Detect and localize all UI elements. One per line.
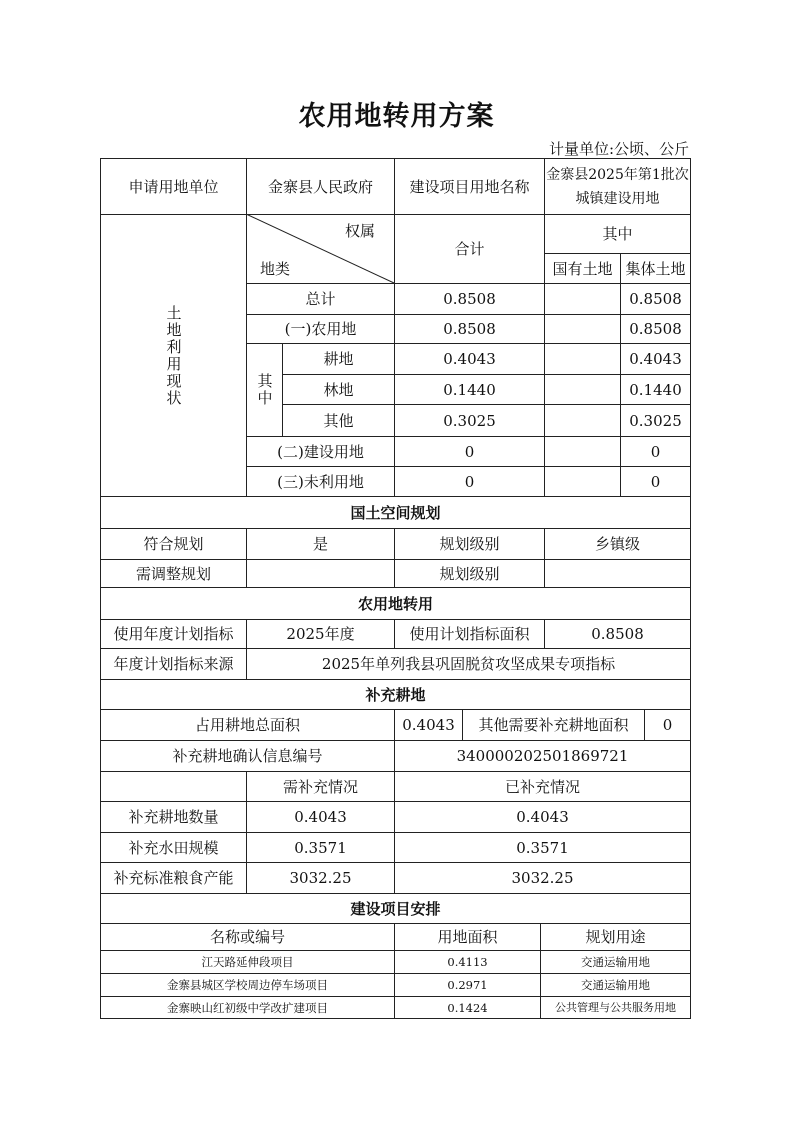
planning-level-value-2	[545, 560, 690, 587]
of-which-header: 其中	[602, 225, 633, 243]
need-supplement-header: 需补充情况	[282, 777, 358, 796]
land-row-total: 0.8508	[443, 290, 496, 308]
project-row-use: 交通运输用地	[581, 955, 650, 969]
occupied-area-label: 占用耕地总面积	[194, 716, 300, 734]
land-use-side-label: 土地利用现状	[164, 304, 183, 407]
supplement-row-need: 0.4043	[294, 808, 347, 826]
land-row-state	[545, 375, 620, 404]
land-row-name: (三)未利用地	[277, 472, 364, 491]
ownership-label: 权属	[344, 222, 375, 240]
planning-level-label-2: 规划级别	[439, 564, 500, 583]
project-row-use: 公共管理与公共服务用地	[555, 1000, 676, 1014]
planning-level-label: 规划级别	[439, 535, 500, 553]
applicant-value: 金寨县人民政府	[267, 177, 373, 196]
supplement-row-label: 补充标准粮食产能	[113, 869, 234, 887]
land-row-collective: 0	[650, 472, 661, 491]
total-column-header: 合计	[454, 240, 485, 258]
state-owned-header: 国有土地	[552, 259, 613, 278]
land-row-total: 0.8508	[443, 320, 496, 338]
project-row-name: 金寨县城区学校周边停车场项目	[167, 978, 328, 992]
planning-section-title: 国土空间规划	[350, 503, 441, 522]
project-row-name: 金寨映山红初级中学改扩建项目	[167, 1000, 328, 1015]
conform-planning-value: 是	[312, 535, 328, 553]
land-row-total: 0.1440	[443, 380, 496, 399]
land-row-total: 0	[464, 472, 475, 491]
land-row-total: 0	[464, 442, 475, 461]
conform-planning-label: 符合规划	[143, 535, 204, 553]
planning-level-value: 乡镇级	[594, 535, 640, 553]
unit-note: 计量单位:公顷、公斤	[548, 140, 689, 158]
land-row-state	[545, 405, 620, 436]
supplement-row-label: 补充水田规模	[128, 838, 219, 857]
other-supplement-value: 0	[662, 716, 673, 734]
land-row-collective: 0.1440	[629, 380, 682, 399]
land-row-name: 耕地	[323, 350, 354, 368]
land-row-name: 林地	[323, 380, 354, 399]
project-use-header: 规划用途	[585, 928, 646, 946]
supplement-row-need: 3032.25	[289, 869, 352, 887]
land-row-collective: 0.8508	[629, 320, 682, 338]
land-row-state	[545, 437, 620, 466]
land-row-state	[545, 467, 620, 496]
plan-source-value: 2025年单列我县巩固脱贫攻坚成果专项指标	[321, 655, 616, 673]
supplement-row-done: 3032.25	[511, 869, 574, 887]
land-row-state	[545, 284, 620, 314]
plan-source-label: 年度计划指标来源	[113, 655, 234, 673]
applicant-label: 申请用地单位	[128, 177, 219, 196]
adjust-planning-value	[247, 560, 394, 587]
land-row-total: 0.4043	[443, 350, 496, 368]
supplement-row-done: 0.3571	[516, 838, 569, 857]
project-row-name: 江天路延伸段项目	[201, 955, 294, 969]
supplement-row-need: 0.3571	[294, 838, 347, 857]
conversion-section-title: 农用地转用	[357, 594, 433, 613]
land-row-collective: 0.3025	[629, 411, 682, 430]
project-label: 建设项目用地名称	[409, 177, 530, 196]
annual-plan-label: 使用年度计划指标	[113, 625, 234, 643]
adjust-planning-label: 需调整规划	[135, 564, 211, 583]
other-supplement-label: 其他需要补充耕地面积	[478, 716, 629, 734]
project-name-header: 名称或编号	[209, 928, 285, 946]
done-supplement-header: 已补充情况	[504, 777, 580, 796]
supplement-section-title: 补充耕地	[365, 685, 426, 704]
project-row-area: 0.4113	[447, 955, 488, 969]
page-title: 农用地转用方案	[298, 101, 495, 132]
land-row-collective: 0	[650, 442, 661, 461]
annual-plan-value: 2025年度	[286, 625, 355, 643]
land-row-name: (二)建设用地	[277, 442, 364, 461]
land-row-collective: 0.8508	[629, 290, 682, 308]
plan-area-label: 使用计划指标面积	[409, 625, 530, 643]
occupied-area-value: 0.4043	[402, 716, 455, 734]
confirm-number-value: 340000202501869721	[456, 747, 629, 765]
of-which-vertical-label: 其中	[255, 373, 274, 407]
land-row-name: (一)农用地	[284, 320, 357, 338]
projects-section-title: 建设项目安排	[350, 899, 441, 918]
supplement-row-label: 补充耕地数量	[128, 808, 219, 826]
collective-header: 集体土地	[625, 259, 686, 278]
project-row-use: 交通运输用地	[581, 978, 650, 992]
project-name-line2: 城镇建设用地	[575, 191, 660, 207]
project-area-header: 用地面积	[437, 928, 498, 946]
land-type-label: 地类	[259, 260, 290, 278]
confirm-number-label: 补充耕地确认信息编号	[172, 747, 323, 765]
project-row-area: 0.2971	[447, 978, 488, 992]
land-row-name: 总计	[305, 290, 336, 308]
project-row-area: 0.1424	[447, 1000, 488, 1015]
land-row-total: 0.3025	[443, 411, 496, 430]
land-row-state	[545, 315, 620, 343]
project-name-line1: 金寨县2025年第1批次	[546, 167, 689, 183]
supplement-row-done: 0.4043	[516, 808, 569, 826]
land-row-state	[545, 344, 620, 374]
land-row-collective: 0.4043	[629, 350, 682, 368]
plan-area-value: 0.8508	[591, 625, 644, 643]
land-row-name: 其他	[323, 411, 354, 430]
